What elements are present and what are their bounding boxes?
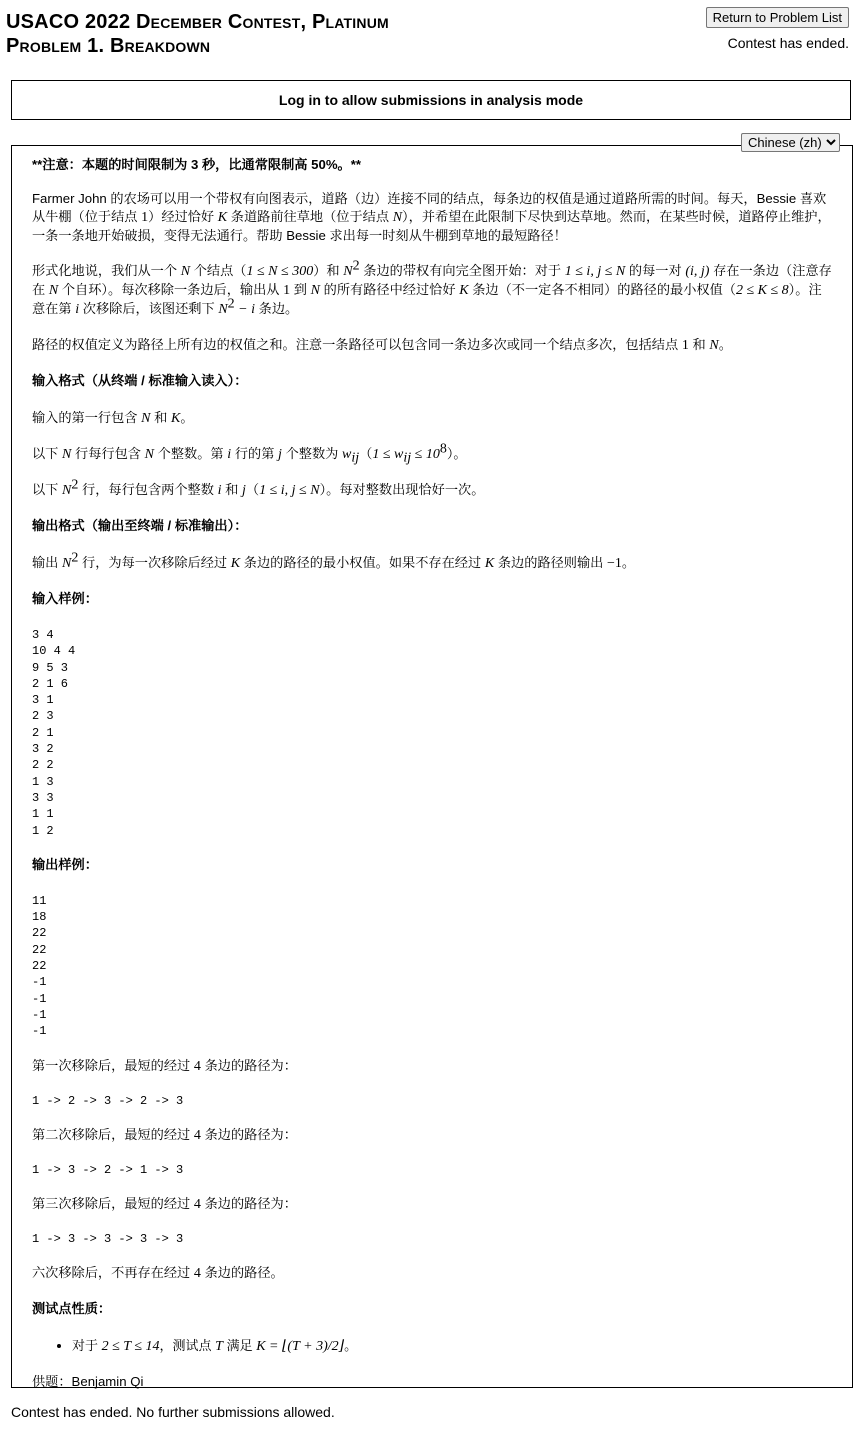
explanation-2-path: 1 -> 3 -> 2 -> 1 -> 3 <box>32 1162 184 1177</box>
sample-output-line: 11 <box>32 893 47 908</box>
sample-input-line: 2 2 <box>32 758 54 773</box>
input-line-1: 输入的第一行包含 N 和 K。 <box>32 410 194 426</box>
sample-output-line: -1 <box>32 1024 47 1039</box>
sample-output-line: 18 <box>32 910 47 925</box>
path-definition-paragraph: 路径的权值定义为路径上所有边的权值之和。注意一条路径可以包含同一条边多次或同一个结点多次，包括结点 1 和 N。 <box>32 337 732 353</box>
time-limit-note: **注意：本题的时间限制为 3 秒，比通常限制高 50%。** <box>32 157 361 172</box>
sample-output-heading: 输出样例： <box>32 856 98 872</box>
sample-output-line: -1 <box>32 991 47 1006</box>
sample-input-block <box>32 627 833 839</box>
intro-paragraph: Farmer John 的农场可以用一个带权有向图表示，道路（边）连接不同的结点，每条边的权值是通过道路所需的时间。每天，Bessie 喜欢从牛棚（位于结点 1）经过恰好 K 条道路前往草地（位于结点 N），并希望在此限制下尽快到达草地。然而，在某些时候，道路停止维护，一条一条地开始破损，变得无法通行。帮助 Bessie 求出每一时刻从牛棚到草地的最短路径！ <box>32 191 831 243</box>
sample-input-line: 3 1 <box>32 693 54 708</box>
sample-output-line: 22 <box>32 959 47 974</box>
scoring-item: • 对于 2 ≤ T ≤ 14，测试点 T 满足 K = ⌊(T + 3)/2⌋。 <box>72 1337 833 1356</box>
title-line-2: Problem 1. Breakdown <box>6 35 211 57</box>
login-notice <box>11 80 851 120</box>
return-to-problem-list-button[interactable]: Return to Problem List <box>706 7 849 28</box>
sample-output-line: -1 <box>32 1007 47 1022</box>
scoring-list <box>32 1337 833 1356</box>
problem-title <box>6 10 389 58</box>
output-line-1: 输出 $N^2$ 行，为每一次移除后经过 K 条边的路径的最小权值。如果不存在经过 K 条边的路径则输出 −1。 <box>32 550 636 571</box>
title-line-1: USACO 2022 December Contest, Platinum <box>6 11 389 33</box>
sample-output-block <box>32 893 833 1040</box>
language-select[interactable] <box>741 133 840 152</box>
sample-input-line: 10 4 4 <box>32 644 76 659</box>
problem-author: 供题：Benjamin Qi <box>32 1374 144 1390</box>
input-format-heading: 输入格式（从终端 / 标准输入读入）： <box>32 373 248 388</box>
input-line-2: 以下 N 行每行包含 N 个整数。第 i 行的第 j 个整数为 $w_{ij}(1 \le w_{ij} \le 10^8)$。 <box>32 441 467 466</box>
sample-input-line: 1 3 <box>32 774 54 789</box>
sample-input-line: 1 2 <box>32 823 54 838</box>
problem-statement <box>11 145 853 1388</box>
sample-output-line: -1 <box>32 975 47 990</box>
formal-paragraph: 形式化地说，我们从一个 N 个结点（1 ≤ N ≤ 300）和 $N^2$ 条边的带权有向完全图开始：对于 1 ≤ i, j ≤ N 的每一对 (i, j) 存在一条边（注意存在 N 个自环）。每次移除一条边后，输出从 1 到 N 的所有路径中经过恰好 K 条边（不一定各不相同）的路径的最小权值（2 ≤ K ≤ 8）。注意在第 i 次移除后，该图还剩下 $N^2 - i$ 条边。 <box>32 258 832 317</box>
sample-input-heading: 输入样例： <box>32 591 98 606</box>
output-format-heading: 输出格式（输出至终端 / 标准输出）： <box>32 518 248 533</box>
explanation-2: 第二次移除后，最短的经过 4 条边的路径为： <box>32 1126 297 1143</box>
sample-input-line: 9 5 3 <box>32 660 69 675</box>
sample-input-line: 3 4 <box>32 628 54 642</box>
explanation-1-path: 1 -> 2 -> 3 -> 2 -> 3 <box>32 1093 184 1108</box>
sample-input-line: 2 1 <box>32 725 54 740</box>
sample-input-line: 1 1 <box>32 807 54 822</box>
scoring-heading: 测试点性质： <box>32 1301 112 1317</box>
sample-input-line: 3 3 <box>32 790 54 805</box>
sample-input-line: 3 2 <box>32 742 54 757</box>
login-notice-text: Log in to allow submissions in analysis mode <box>278 92 584 108</box>
input-line-3: 以下 $N^2$ 行，每行包含两个整数 i 和 j（1 ≤ i, j ≤ N）。每对整数出现恰好一次。 <box>32 477 485 498</box>
sample-output-line: 22 <box>32 926 47 941</box>
explanation-1: 第一次移除后，最短的经过 4 条边的路径为： <box>32 1057 297 1074</box>
explanation-3-path: 1 -> 3 -> 3 -> 3 -> 3 <box>32 1232 184 1247</box>
sample-output-line: 22 <box>32 942 47 957</box>
sample-input-line: 2 3 <box>32 709 54 724</box>
explanation-3: 第三次移除后，最短的经过 4 条边的路径为： <box>32 1196 297 1213</box>
explanation-6: 六次移除后，不再存在经过 4 条边的路径。 <box>32 1265 284 1282</box>
sample-input-line: 2 1 6 <box>32 676 69 691</box>
contest-status: Contest has ended. <box>727 35 849 51</box>
contest-ended-footer: Contest has ended. No further submissions allowed. <box>11 1404 335 1420</box>
